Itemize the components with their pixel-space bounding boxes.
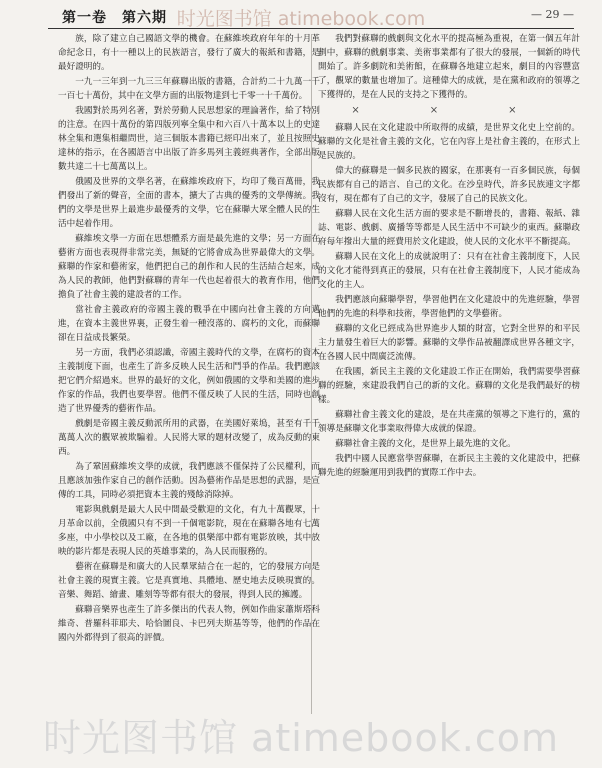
paragraph: 蘇聯社會主義的文化，是世界上最先進的文化。 — [335, 439, 516, 449]
column-divider — [311, 34, 312, 714]
paragraph: 俄國及世界的文學名著，在蘇維埃政府下，均印了幾百萬冊，我們發出了新的聲音，全面的書本，擴大了古典的優秀的文學傳統。我們的文學是世界上最進步最優秀的文學，它在蘇聯大眾全體人民的生活中起着作用。 — [58, 177, 320, 229]
paragraph: 蘇聯音樂界也產生了許多傑出的代表人物，例如作曲家蕭斯塔科維奇、普羅科菲耶夫、哈恰圖良、卡巴列夫斯基等等，他們的作品在國內外都得到了很高的評價。 — [58, 605, 320, 643]
header-rule — [48, 28, 574, 29]
paragraph: 為了鞏固蘇維埃文學的成就，我們應該不僅保持了公民權利，而且應該加強作家自己的創作活動。因為藝術作品是思想的武器，是宣傳的工具，同時必須把資本主義的殘餘消除掉。 — [58, 462, 320, 500]
section-separator: × × × — [351, 105, 547, 116]
paragraph: 蘇聯人民在文化生活方面的要求是不斷增長的，書籍、報紙、雜誌、電影、戲劇、廣播等等都是人民生活中不可缺少的東西。蘇聯政府每年撥出大量的經費用於文化建設，使人民的文化水平不斷提高。 — [318, 209, 580, 247]
paragraph: 蘇聯社會主義文化的建設，是在共產黨的領導之下進行的，黨的領導是蘇聯文化事業取得偉大成就的保證。 — [318, 410, 580, 434]
paragraph: 族，除了建立自己國語文學的機會。在蘇維埃政府年年的十月革命紀念日，有十一種以上的民族語言，發行了廣大的報紙和書籍，是最好證明的。 — [58, 34, 320, 72]
issue-label: 第一卷 第六期 — [62, 10, 167, 26]
paragraph: 我們應該向蘇聯學習，學習他們在文化建設中的先進經驗，學習他們的先進的科學和技術，學習他們的文學藝術。 — [318, 295, 580, 319]
paragraph: 蘇聯人民在文化建設中所取得的成績，是世界文化史上空前的。蘇聯的文化是社會主義的文化，它在內容上是社會主義的，在形式上是民族的。 — [318, 123, 580, 161]
page-number: — 29 — — [531, 8, 574, 21]
paragraph: 藝術在蘇聯是和廣大的人民羣眾結合在一起的，它的發展方向是社會主義的現實主義。它是真實地、具體地、歷史地去反映現實的。音樂、舞蹈、繪畫、雕刻等等都有很大的發展，得到人民的擁護。 — [58, 562, 320, 600]
paragraph: 偉大的蘇聯是一個多民族的國家，在那裏有一百多個民族，每個民族都有自己的語言、自己的文化。在沙皇時代，許多民族連文字都沒有，現在都有了自己的文字，發展了自己的民族文化。 — [318, 166, 580, 204]
paragraph: 戲劇是帝國主義反動派所用的武器，在美國好萊塢，甚至有千千萬萬人次的觀眾被欺騙着。人民將大眾的題材改變了，成為反動的東西。 — [58, 419, 320, 457]
right-column — [318, 32, 580, 714]
watermark-bottom: 时光图书馆 atimebook.com — [42, 716, 560, 760]
paragraph: 另一方面，我們必須認識，帝國主義時代的文學，在腐朽的資本主義制度下面，也產生了許多反映人民生活和鬥爭的作品。我們應該把它們介紹過來。世界的最好的文化，例如俄國的文學和美國的進步作家的作品，我們也要學習。他們不僅反映了人民的生活，同時也創造了世界優秀的藝術作品。 — [58, 348, 320, 414]
paragraph: 我們中國人民應當學習蘇聯，在新民主主義的文化建設中，把蘇聯先進的經驗運用到我們的實際工作中去。 — [318, 454, 580, 478]
paragraph: 當社會主義政府的帝國主義的戰爭在中國向社會主義的方向邁進，在資本主義世界裏，正發生着一種沒落的、腐朽的文化，而蘇聯卻在日益成長繁榮。 — [58, 305, 320, 343]
paragraph: 一九一三年到一九三三年蘇聯出版的書籍，合計約二十九萬一千一百七十萬份，其中在文學方面的出版物達到七千零一十千萬份。 — [58, 77, 320, 101]
left-column — [58, 32, 320, 712]
paragraph: 在我國，新民主主義的文化建設工作正在開始，我們需要學習蘇聯的經驗，來建設我們自己的新的文化。蘇聯的文化是我們最好的榜樣。 — [318, 367, 580, 405]
paragraph: 我國對於馬列名著，對於勞動人民思想家的理論著作，給了特別的注意。在四十萬份的第四版列寧全集中和六百八十萬本以上的史達林全集和選集相繼問世，這三個版本書籍已經印出來了，並且按照史達林的指示，在各國語言中出版了許多馬列主義經典著作，全部出版數共達二十七萬萬以上。 — [58, 106, 320, 172]
paragraph: 蘇聯的文化已經成為世界進步人類的財富，它對全世界的和平民主力量發生着巨大的影響。蘇聯的文學作品被翻譯成世界各種文字，在各國人民中間廣泛流傳。 — [318, 324, 580, 362]
paragraph: 我們對蘇聯的戲劇與文化水平的提高極為重視，在第一個五年計劃中，蘇聯的戲劇事業、美術事業都有了很大的發展，一個新的時代開始了。許多劇院和美術館，在蘇聯各地建立起來，劇目的內容豐富了，觀眾的數量也增加了。這種偉大的成就，是在黨和政府的領導之下獲得的，是在人民的支持之下獲得的。 — [318, 34, 580, 100]
watermark-top: 时光图书馆 atimebook.com — [176, 8, 426, 30]
paragraph: 電影與戲劇是最大人民中間最受歡迎的文化，有九十萬觀眾，十月革命以前，全俄國只有不到一千個電影院，現在在蘇聯各地有七萬多座，中小學校以及工廠，在各地的俱樂部中都有電影放映，其中放映的影片都是表現人民的英雄事業的，為人民而服務的。 — [58, 505, 320, 557]
paragraph: 蘇聯人民在文化上的成就說明了：只有在社會主義制度下，人民的文化才能得到真正的發展，只有在社會主義制度下，人民才能成為文化的主人。 — [318, 252, 580, 290]
paragraph: 蘇維埃文學一方面在思想體系方面是最先進的文學；另一方面在藝術方面也表現得非常完美，無疑的它將會成為世界最偉大的文學。蘇聯的作家和藝術家，他們把自己的創作和人民的生活結合起來，成為人民的教師，他們對蘇聯的青年一代也起着很大的教育作用，他們擔負了社會主義的建設者的工作。 — [58, 234, 320, 300]
